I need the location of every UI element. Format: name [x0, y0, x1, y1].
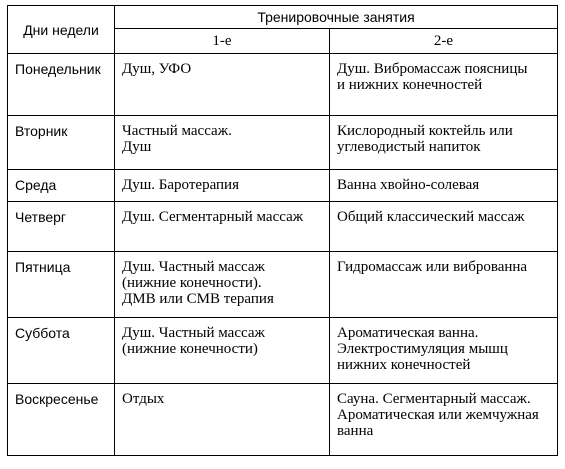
day-cell: Вторник [8, 116, 115, 170]
session-1-cell: Отдых [115, 384, 330, 456]
session-2-cell: Ароматическая ванна. Электростимуляция мышц нижних конечностей [330, 318, 558, 384]
day-cell: Суббота [8, 318, 115, 384]
header-row-top [8, 6, 558, 29]
session-1-cell: Частный массаж. Душ [115, 116, 330, 170]
training-schedule-table [7, 5, 558, 456]
session-1-cell: Душ. Частный массаж (нижние конечности). ДМВ или СМВ терапия [115, 252, 330, 318]
day-cell: Пятница [8, 252, 115, 318]
table-row [8, 252, 558, 318]
day-cell: Понедельник [8, 54, 115, 116]
table-row [8, 170, 558, 202]
table-body [8, 54, 558, 456]
session-2-cell: Сауна. Сегментарный массаж. Ароматическая или жемчужная ванна [330, 384, 558, 456]
session-2-cell: Общий классический массаж [330, 202, 558, 252]
table-row [8, 54, 558, 116]
session-1-cell: Душ. Сегментарный массаж [115, 202, 330, 252]
header-session-1: 1-е [115, 29, 330, 54]
table-row [8, 202, 558, 252]
session-1-cell: Душ. Баротерапия [115, 170, 330, 202]
table-row [8, 384, 558, 456]
header-session-2: 2-е [330, 29, 558, 54]
session-2-cell: Гидромассаж или виброванна [330, 252, 558, 318]
session-1-cell: Душ, УФО [115, 54, 330, 116]
session-1-cell: Душ. Частный массаж (нижние конечности) [115, 318, 330, 384]
table-row [8, 318, 558, 384]
session-2-cell: Кислородный коктейль или углеводистый напиток [330, 116, 558, 170]
header-days: Дни недели [8, 6, 115, 54]
day-cell: Среда [8, 170, 115, 202]
table-header [8, 6, 558, 54]
session-2-cell: Ванна хвойно-солевая [330, 170, 558, 202]
header-training-sessions: Тренировочные занятия [115, 6, 558, 29]
day-cell: Четверг [8, 202, 115, 252]
session-2-cell: Душ. Вибромассаж поясницы и нижних конечностей [330, 54, 558, 116]
table-row [8, 116, 558, 170]
day-cell: Воскресенье [8, 384, 115, 456]
